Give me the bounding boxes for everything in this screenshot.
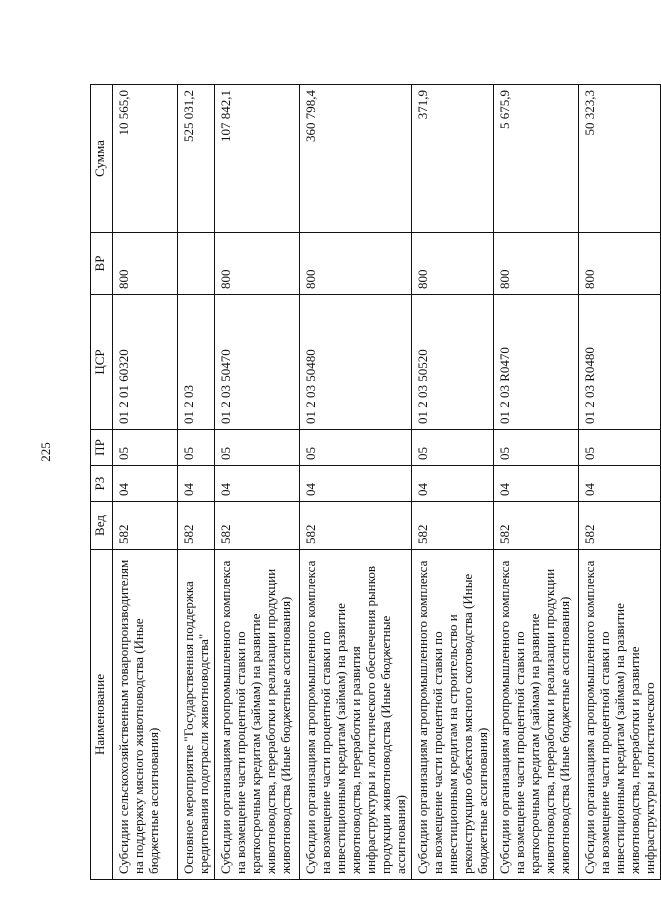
cell-vr: 800: [300, 233, 412, 295]
cell-pr: 05: [579, 430, 661, 466]
cell-sum: 10 565,0: [113, 85, 178, 233]
cell-vr: [178, 233, 215, 295]
cell-csr: 01 2 03 R0480: [579, 295, 661, 430]
cell-rz: 04: [412, 466, 494, 502]
cell-csr: 01 2 03 50470: [215, 295, 300, 430]
cell-csr: 01 2 03 50520: [412, 295, 494, 430]
cell-rz: 04: [178, 466, 215, 502]
header-ved: Вед: [91, 502, 113, 550]
cell-name: Субсидии организациям агропромышленного комплекса на возмещение части процентной ставки по краткосрочным кредитам (займам) на развитие животноводства, переработки и реализации продукции животноводства (Иные бюджетные ассигнования): [215, 550, 300, 880]
cell-ved: 582: [579, 502, 661, 550]
table-row: [412, 85, 494, 880]
cell-ved: 582: [215, 502, 300, 550]
cell-vr: 800: [215, 233, 300, 295]
table-row: [579, 85, 661, 880]
table-row: [300, 85, 412, 880]
table-row: [494, 85, 579, 880]
cell-rz: 04: [494, 466, 579, 502]
budget-table: [90, 84, 661, 880]
cell-ved: 582: [300, 502, 412, 550]
cell-ved: 582: [113, 502, 178, 550]
cell-ved: 582: [178, 502, 215, 550]
cell-name: Субсидии организациям агропромышленного комплекса на возмещение части процентной ставки по краткосрочным кредитам (займам) на развитие животноводства, переработки и реализации продукции животноводства (Иные бюджетные ассигнования): [494, 550, 579, 880]
cell-pr: 05: [113, 430, 178, 466]
cell-vr: 800: [494, 233, 579, 295]
page-number: 225: [38, 442, 53, 462]
header-rz: РЗ: [91, 466, 113, 502]
cell-sum: 371,9: [412, 85, 494, 233]
cell-vr: 800: [412, 233, 494, 295]
budget-table-container: [90, 85, 657, 880]
cell-pr: 05: [215, 430, 300, 466]
header-pr: ПР: [91, 430, 113, 466]
cell-sum: 360 798,4: [300, 85, 412, 233]
cell-name: Основное мероприятие "Государственная поддержка кредитования подотрасли животноводства": [178, 550, 215, 880]
cell-rz: 04: [113, 466, 178, 502]
cell-csr: 01 2 01 60320: [113, 295, 178, 430]
cell-csr: 01 2 03: [178, 295, 215, 430]
cell-sum: 5 675,9: [494, 85, 579, 233]
cell-sum: 525 031,2: [178, 85, 215, 233]
cell-sum: 107 842,1: [215, 85, 300, 233]
cell-ved: 582: [494, 502, 579, 550]
cell-sum: 50 323,3: [579, 85, 661, 233]
table-header-row: [91, 85, 113, 880]
cell-vr: 800: [113, 233, 178, 295]
cell-rz: 04: [215, 466, 300, 502]
header-sum: Сумма: [91, 85, 113, 233]
cell-csr: 01 2 03 R0470: [494, 295, 579, 430]
header-name: Наименование: [91, 550, 113, 880]
cell-name: Субсидии организациям агропромышленного комплекса на возмещение части процентной ставки по инвестиционным кредитам (займам) на развитие животноводства, переработки и развитие инфраструктуры и логистического: [579, 550, 661, 880]
cell-name: Субсидии организациям агропромышленного комплекса на возмещение части процентной ставки по инвестиционным кредитам на строительство и реконструкцию объектов мясного скотоводства (Иные бюджетные ассигнования): [412, 550, 494, 880]
header-vr: ВР: [91, 233, 113, 295]
cell-name: Субсидии организациям агропромышленного комплекса на возмещение части процентной ставки по инвестиционным кредитам (займам) на развитие животноводства, переработки и развития инфраструктуры и логистического обеспечения рынков продукции животноводства (Иные бюджетные ассигнования): [300, 550, 412, 880]
cell-rz: 04: [300, 466, 412, 502]
cell-rz: 04: [579, 466, 661, 502]
table-row: [215, 85, 300, 880]
cell-name: Субсидии сельскохозяйственным товаропроизводителям на поддержку мясного животноводства (Иные бюджетные ассигнования): [113, 550, 178, 880]
cell-pr: 05: [494, 430, 579, 466]
cell-csr: 01 2 03 50480: [300, 295, 412, 430]
table-row: [113, 85, 178, 880]
cell-vr: 800: [579, 233, 661, 295]
cell-pr: 05: [300, 430, 412, 466]
cell-ved: 582: [412, 502, 494, 550]
cell-pr: 05: [412, 430, 494, 466]
cell-pr: 05: [178, 430, 215, 466]
header-csr: ЦСР: [91, 295, 113, 430]
table-row: [178, 85, 215, 880]
